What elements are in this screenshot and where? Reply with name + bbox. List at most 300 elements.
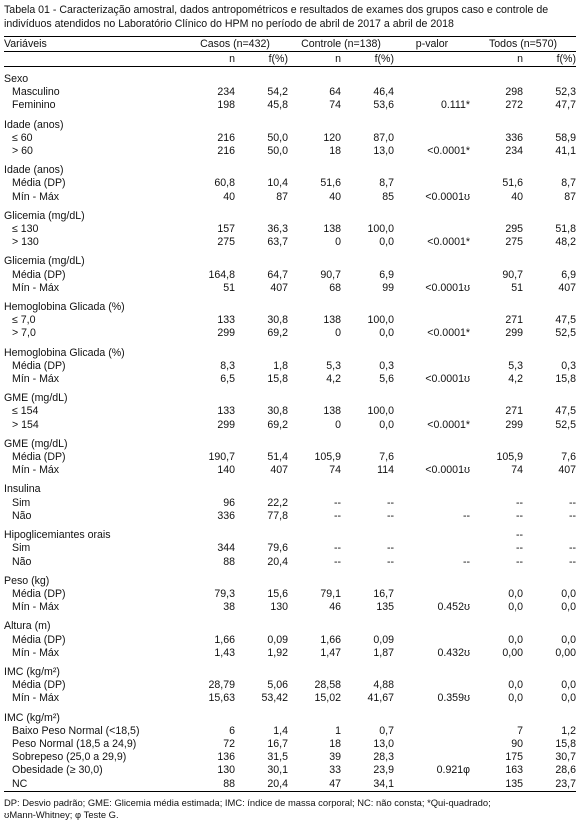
cell-all-n: 90 (511, 737, 523, 750)
cell-p-value (394, 751, 470, 764)
cell-cases-n (182, 210, 235, 223)
cell-control-pct (341, 483, 394, 496)
header-all-n: n (470, 52, 523, 67)
group-header-row (4, 301, 576, 314)
row-label: > 154 (12, 418, 39, 431)
cell-cases-pct: 1,8 (273, 359, 288, 372)
cell-control-pct: 53,6 (373, 99, 394, 112)
cell-all-pct: 47,7 (555, 99, 576, 112)
cell-p-value (394, 620, 470, 633)
cell-all-pct: 48,2 (555, 236, 576, 249)
cell-cases-pct (235, 483, 288, 496)
group-header-row (4, 119, 576, 132)
group-label: Hipoglicemiantes orais (4, 529, 111, 542)
cell-all-pct: 1,2 (561, 724, 576, 737)
cell-cases-n: 140 (217, 464, 235, 477)
cell-all-n: 271 (505, 405, 523, 418)
cell-p-value: 0.921φ (436, 764, 470, 777)
cell-p-value (394, 73, 470, 86)
cell-p-value (394, 529, 470, 542)
cell-all-pct: 6,9 (561, 268, 576, 281)
cell-p-value: 0.111* (440, 99, 470, 112)
cell-p-value: <0.0001* (427, 236, 470, 249)
cell-control-pct: 87,0 (373, 131, 394, 144)
cell-cases-n: 1,43 (214, 646, 235, 659)
cell-all-pct: -- (568, 542, 576, 555)
cell-control-pct (341, 164, 394, 177)
cell-cases-n: 6 (229, 724, 235, 737)
cell-all-n: 0,0 (508, 587, 523, 600)
cell-p-value: <0.0001ʊ (425, 190, 470, 203)
table-row (4, 542, 576, 555)
cell-control-n: 0 (335, 236, 341, 249)
cell-control-pct: 1,87 (373, 646, 394, 659)
cell-control-pct: 16,7 (373, 587, 394, 600)
cell-control-n (288, 164, 341, 177)
cell-p-value: 0.452ʊ (437, 601, 470, 614)
table-row (4, 588, 576, 601)
cell-cases-pct: 31,5 (267, 751, 288, 764)
row-label: Média (DP) (12, 633, 66, 646)
cell-control-n (288, 712, 341, 725)
cell-all-pct: 23,7 (523, 778, 576, 792)
cell-control-pct: 13,0 (373, 145, 394, 158)
cell-p-value: <0.0001* (427, 145, 470, 158)
table-row (4, 86, 576, 99)
group-label: Glicemia (mg/dL) (4, 255, 85, 268)
cell-control-n: 105,9 (314, 451, 341, 464)
cell-control-pct: 23,9 (373, 764, 394, 777)
cell-cases-pct: 5,06 (267, 679, 288, 692)
cell-control-pct: -- (386, 555, 394, 568)
cell-all-pct: 52,3 (555, 86, 576, 99)
cell-control-pct (341, 347, 394, 360)
footnote-line-2: ʊMann-Whitney; φ Teste G. (4, 809, 119, 820)
cell-p-value (394, 86, 470, 99)
cell-cases-n: 51 (223, 281, 235, 294)
cell-control-n: 4,2 (326, 373, 341, 386)
cell-control-pct: 28,3 (373, 751, 394, 764)
cell-cases-pct (235, 255, 288, 268)
cell-all-pct: 0,0 (561, 679, 576, 692)
cell-control-n: 0 (335, 327, 341, 340)
cell-control-n (288, 347, 341, 360)
cell-control-pct: 135 (376, 601, 394, 614)
cell-control-n: 1,66 (320, 633, 341, 646)
cell-p-value (394, 314, 470, 327)
cell-cases-pct (235, 529, 288, 542)
header-pvalue: p-valor (394, 37, 470, 52)
table-row (4, 764, 576, 777)
cell-cases-n: 216 (217, 131, 235, 144)
cell-control-pct: 85 (382, 190, 394, 203)
cell-control-pct (341, 255, 394, 268)
cell-control-pct: 0,3 (379, 359, 394, 372)
cell-control-pct (341, 392, 394, 405)
header-cases: Casos (n=432) (182, 37, 288, 52)
cell-cases-pct (235, 438, 288, 451)
table-footnote (4, 797, 576, 821)
cell-p-value (394, 392, 470, 405)
group-label: GME (mg/dL) (4, 437, 68, 450)
table-caption: Tabela 01 - Caracterização amostral, dados antropométricos e resultados de exames dos grupos caso e controle de indivíduos atendidos no Laboratório Clínico do HPM no período de abril de 2017 a abril de 2018 (4, 4, 549, 30)
cell-control-n: -- (333, 542, 341, 555)
cell-all-pct: 0,0 (561, 633, 576, 646)
cell-cases-n: 60,8 (214, 177, 235, 190)
cell-control-pct: 99 (382, 281, 394, 294)
table-row (4, 419, 576, 432)
cell-cases-n (182, 119, 235, 132)
row-label: Média (DP) (12, 587, 66, 600)
table-row (4, 451, 576, 464)
row-label: > 130 (12, 236, 39, 249)
row-label: ≤ 60 (12, 131, 33, 144)
cell-p-value (394, 634, 470, 647)
table-row (4, 191, 576, 204)
cell-cases-n: 216 (217, 145, 235, 158)
cell-control-n: 138 (323, 223, 341, 236)
cell-control-pct: 0,09 (373, 633, 394, 646)
cell-all-n: 74 (511, 464, 523, 477)
row-label: Sobrepeso (25,0 a 29,9) (12, 751, 127, 764)
cell-cases-n: 136 (217, 751, 235, 764)
cell-all-pct (523, 164, 576, 177)
table-body (4, 67, 576, 792)
cell-p-value (394, 712, 470, 725)
cell-all-pct (523, 119, 576, 132)
cell-cases-pct (235, 73, 288, 86)
group-header-row (4, 210, 576, 223)
cell-p-value: -- (462, 555, 470, 568)
cell-control-pct (341, 438, 394, 451)
cell-p-value (394, 405, 470, 418)
cell-cases-n: 15,63 (208, 692, 235, 705)
cell-cases-n (182, 529, 235, 542)
cell-p-value (394, 255, 470, 268)
cell-cases-n: 40 (223, 190, 235, 203)
cell-p-value: <0.0001* (427, 327, 470, 340)
cell-all-pct: 52,5 (555, 418, 576, 431)
cell-control-n: 90,7 (320, 268, 341, 281)
cell-cases-n: 299 (217, 418, 235, 431)
cell-control-n: -- (333, 509, 341, 522)
cell-all-pct: 28,6 (555, 764, 576, 777)
cell-all-pct (523, 347, 576, 360)
cell-all-n: 7 (517, 724, 523, 737)
cell-all-n: 175 (505, 751, 523, 764)
cell-all-pct: 47,5 (555, 405, 576, 418)
cell-cases-n: 38 (223, 601, 235, 614)
cell-cases-pct: 15,8 (267, 373, 288, 386)
cell-control-n (288, 392, 341, 405)
row-label: Feminino (12, 99, 56, 112)
cell-all-pct: 0,0 (561, 587, 576, 600)
table-row (4, 99, 576, 112)
header-pvalue-blank (394, 52, 470, 67)
cell-p-value: <0.0001* (427, 418, 470, 431)
row-label: Mín - Máx (12, 373, 60, 386)
cell-control-pct: 114 (377, 464, 394, 477)
cell-all-n: 298 (505, 86, 523, 99)
cell-cases-n (182, 438, 235, 451)
cell-control-pct: 41,67 (367, 692, 394, 705)
group-header-row (4, 666, 576, 679)
group-label: Idade (anos) (4, 118, 64, 131)
row-label: Mín - Máx (12, 692, 60, 705)
table-row (4, 751, 576, 764)
cell-all-n (470, 438, 523, 451)
cell-all-n: 295 (505, 223, 523, 236)
cell-cases-n: 72 (223, 737, 235, 750)
cell-all-pct: 15,8 (555, 373, 576, 386)
cell-control-n (288, 438, 341, 451)
cell-all-pct: 30,7 (555, 751, 576, 764)
table-row (4, 282, 576, 295)
cell-all-n (470, 301, 523, 314)
group-header-row (4, 347, 576, 360)
cell-all-pct: 41,1 (555, 145, 576, 158)
cell-control-pct: 7,6 (379, 451, 394, 464)
cell-control-pct: 46,4 (373, 86, 394, 99)
cell-control-n (288, 620, 341, 633)
group-header-row (4, 620, 576, 633)
cell-cases-pct: 130 (270, 601, 288, 614)
cell-control-pct (341, 119, 394, 132)
cell-cases-pct (235, 301, 288, 314)
row-label: Mín - Máx (12, 464, 60, 477)
cell-cases-n (182, 392, 235, 405)
cell-all-n (470, 620, 523, 633)
row-label: ≤ 7,0 (12, 314, 36, 327)
cell-all-pct (523, 575, 576, 588)
cell-control-n: 39 (329, 751, 341, 764)
cell-all-pct (523, 666, 576, 679)
cell-control-pct: 5,6 (379, 373, 394, 386)
cell-control-n: 68 (329, 281, 341, 294)
cell-control-pct: 0,0 (379, 236, 394, 249)
cell-cases-pct (235, 164, 288, 177)
row-label: Mín - Máx (12, 281, 60, 294)
cell-all-n: -- (515, 555, 523, 568)
cell-p-value (394, 542, 470, 555)
cell-all-pct: 0,0 (561, 692, 576, 705)
cell-p-value (394, 588, 470, 601)
cell-all-n: -- (515, 496, 523, 509)
header-variables: Variáveis (4, 37, 182, 52)
cell-all-n: 234 (505, 145, 523, 158)
cell-control-pct: 0,0 (379, 418, 394, 431)
cell-all-pct: 58,9 (555, 131, 576, 144)
cell-control-n: 120 (323, 131, 341, 144)
cell-p-value (394, 438, 470, 451)
cell-control-pct (341, 712, 394, 725)
cell-control-n (288, 483, 341, 496)
cell-p-value: <0.0001ʊ (425, 373, 470, 386)
cell-all-pct (523, 392, 576, 405)
cell-cases-pct: 30,1 (267, 764, 288, 777)
cell-control-pct (341, 529, 394, 542)
row-label: Obesidade (≥ 30,0) (12, 764, 103, 777)
row-label: Masculino (12, 86, 60, 99)
table-row (4, 236, 576, 249)
cell-cases-n: 1,66 (214, 633, 235, 646)
cell-control-n: 28,58 (314, 679, 341, 692)
cell-cases-n: 198 (217, 99, 235, 112)
cell-all-n (470, 347, 523, 360)
cell-all-n: 163 (505, 764, 523, 777)
cell-cases-pct: 87 (276, 190, 288, 203)
cell-cases-pct: 20,4 (267, 555, 288, 568)
group-label: Sexo (4, 73, 29, 85)
cell-control-pct: 100,0 (367, 405, 394, 418)
table-row (4, 647, 576, 660)
cell-p-value (394, 666, 470, 679)
group-header-row (4, 483, 576, 496)
cell-all-n: 0,0 (508, 692, 523, 705)
cell-p-value (394, 347, 470, 360)
cell-p-value (394, 679, 470, 692)
cell-p-value (394, 483, 470, 496)
cell-all-n: 4,2 (508, 373, 523, 386)
header-control: Controle (n=138) (288, 37, 394, 52)
cell-p-value (394, 360, 470, 373)
group-label: Glicemia (mg/dL) (4, 209, 85, 222)
cell-cases-pct (235, 119, 288, 132)
cell-all-n (470, 119, 523, 132)
cell-cases-pct: 22,2 (267, 496, 288, 509)
group-label: Hemoglobina Glicada (%) (4, 346, 125, 359)
cell-all-n: 271 (505, 314, 523, 327)
header-row-2 (4, 52, 576, 67)
cell-all-n: 275 (505, 236, 523, 249)
cell-control-pct: 100,0 (367, 314, 394, 327)
cell-p-value (394, 738, 470, 751)
cell-control-n (288, 73, 341, 86)
cell-all-n (470, 255, 523, 268)
cell-control-pct (341, 575, 394, 588)
row-label: Não (12, 555, 32, 568)
cell-control-n: 138 (323, 314, 341, 327)
cell-cases-pct: 53,42 (261, 692, 288, 705)
row-label: Média (DP) (12, 359, 66, 372)
cell-control-pct: -- (386, 509, 394, 522)
cell-all-pct (523, 438, 576, 451)
header-cases-pct: f(%) (235, 52, 288, 67)
cell-cases-n (182, 164, 235, 177)
group-header-row (4, 575, 576, 588)
group-label: Hemoglobina Glicada (%) (4, 301, 125, 314)
cell-cases-n (182, 666, 235, 679)
cell-p-value (394, 451, 470, 464)
cell-cases-pct: 0,09 (267, 633, 288, 646)
table-row (4, 145, 576, 158)
group-header-row (4, 529, 576, 542)
cell-control-n: 64 (329, 86, 341, 99)
cell-all-pct (523, 255, 576, 268)
cell-all-n: 0,0 (508, 601, 523, 614)
cell-control-n: 51,6 (320, 177, 341, 190)
cell-control-pct (341, 73, 394, 86)
cell-control-n: -- (333, 496, 341, 509)
table-row (4, 778, 576, 792)
cell-control-n: 18 (329, 737, 341, 750)
cell-p-value: <0.0001ʊ (425, 464, 470, 477)
group-header-row (4, 73, 576, 86)
cell-control-pct: 6,9 (379, 268, 394, 281)
cell-p-value (394, 725, 470, 738)
cell-control-pct: -- (386, 496, 394, 509)
cell-all-n: 299 (505, 327, 523, 340)
cell-cases-n: 8,3 (220, 359, 235, 372)
cell-cases-n (182, 73, 235, 86)
table-row (4, 738, 576, 751)
cell-all-pct (523, 712, 576, 725)
cell-all-pct: -- (568, 496, 576, 509)
cell-all-pct: 8,7 (561, 177, 576, 190)
cell-all-n (470, 73, 523, 86)
table-row (4, 223, 576, 236)
group-header-row (4, 255, 576, 268)
cell-all-pct (523, 73, 576, 86)
cell-cases-pct (235, 575, 288, 588)
cell-all-n: -- (515, 509, 523, 522)
cell-p-value (394, 575, 470, 588)
cell-control-n (288, 666, 341, 679)
cell-cases-n: 130 (217, 764, 235, 777)
cell-cases-n: 299 (217, 327, 235, 340)
cell-control-n: 0 (335, 418, 341, 431)
header-blank (4, 52, 182, 67)
cell-cases-n: 157 (217, 223, 235, 236)
cell-all-pct (523, 210, 576, 223)
cell-cases-n (182, 347, 235, 360)
cell-cases-n: 344 (217, 542, 235, 555)
cell-control-n: 74 (329, 99, 341, 112)
cell-p-value (394, 301, 470, 314)
cell-p-value: 0.432ʊ (437, 646, 470, 659)
cell-control-n: 15,02 (314, 692, 341, 705)
cell-control-n: 40 (329, 190, 341, 203)
cell-all-n: -- (515, 529, 523, 542)
group-header-row (4, 392, 576, 405)
cell-p-value (394, 132, 470, 145)
cell-p-value (394, 119, 470, 132)
row-label: NC (4, 778, 182, 792)
row-label: Média (DP) (12, 451, 66, 464)
cell-cases-pct (235, 712, 288, 725)
cell-all-n: -- (515, 542, 523, 555)
cell-cases-n: 133 (217, 314, 235, 327)
group-header-row (4, 712, 576, 725)
cell-all-n (470, 483, 523, 496)
cell-cases-n: 336 (217, 509, 235, 522)
cell-cases-pct: 1,4 (273, 724, 288, 737)
characterization-table (4, 36, 576, 792)
table-row (4, 556, 576, 569)
cell-cases-pct: 50,0 (267, 131, 288, 144)
cell-control-n (288, 529, 341, 542)
cell-control-n: 74 (329, 464, 341, 477)
cell-cases-pct: 69,2 (267, 327, 288, 340)
row-label: Peso Normal (18,5 a 24,9) (12, 737, 137, 750)
cell-all-n: 0,00 (502, 646, 523, 659)
table-row (4, 497, 576, 510)
cell-control-n: 5,3 (326, 359, 341, 372)
cell-all-n: 51,6 (502, 177, 523, 190)
cell-control-n: 1 (335, 724, 341, 737)
cell-control-n (288, 119, 341, 132)
cell-all-pct: 0,0 (561, 601, 576, 614)
